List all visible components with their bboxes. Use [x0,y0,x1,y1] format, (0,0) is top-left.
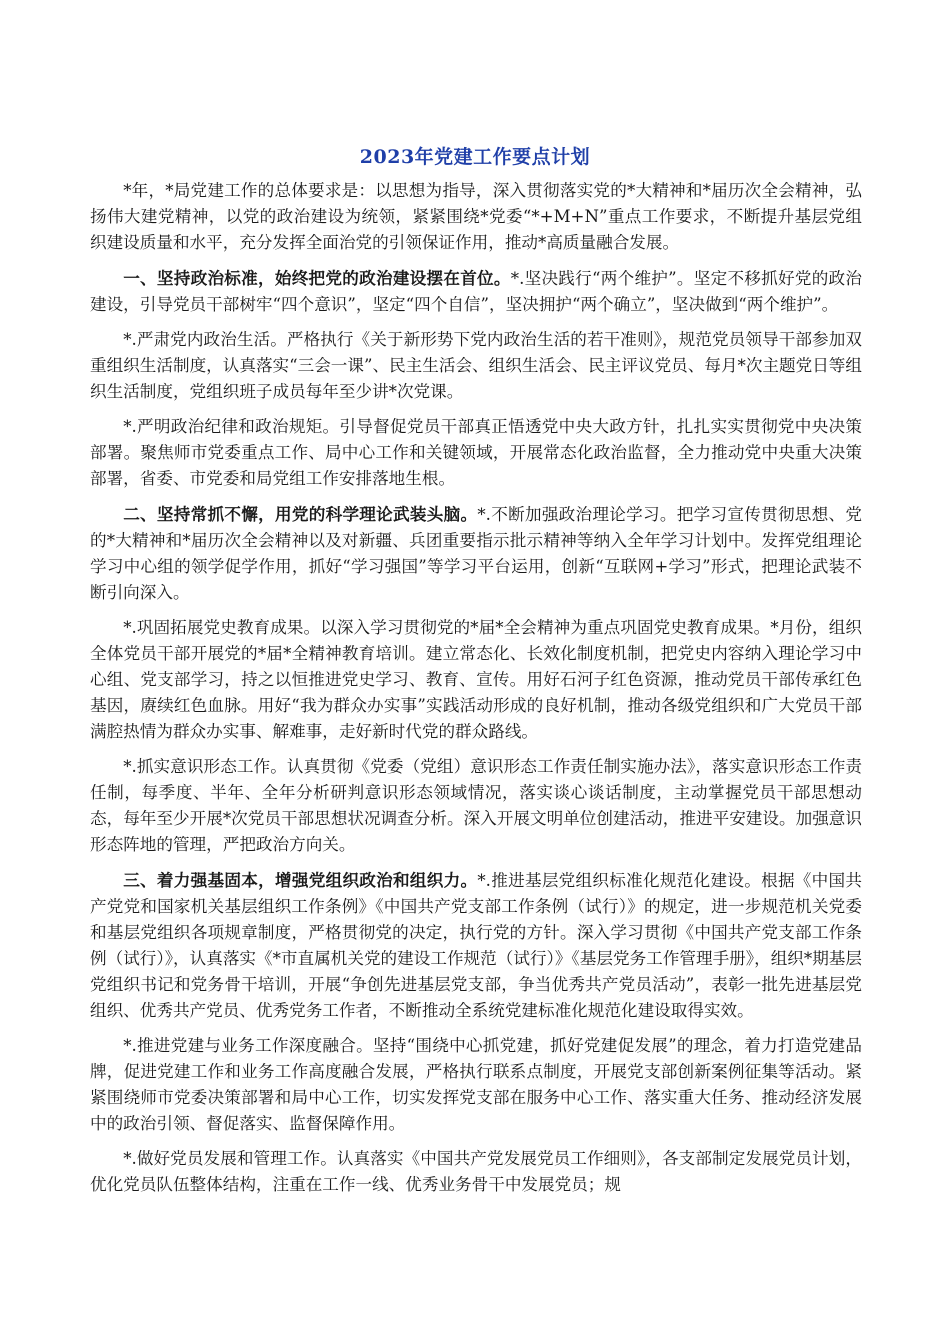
paragraph-text: *.严肃党内政治生活。严格执行《关于新形势下党内政治生活的若干准则》，规范党员领导干部参加双重组织生活制度，认真落实“三会一课”、民主生活会、组织生活会、民主评议党员、每月*次主题党日等组织生活制度，党组织班子成员每年至少讲*次党课。 [90,330,862,401]
paragraph-text: *年，*局党建工作的总体要求是：以思想为指导，深入贯彻落实党的*大精神和*届历次全会精神，弘扬伟大建党精神，以党的政治建设为统领，紧紧围绕*党委“*+M+N”重点工作要求，不断提升基层党组织建设质量和水平，充分发挥全面治党的引领保证作用，推动*高质量融合发展。 [90,181,862,252]
section-heading: 二、坚持常抓不懈，用党的科学理论武装头脑。 [123,504,478,524]
paragraph [90,178,862,256]
paragraph-text: *.巩固拓展党史教育成果。以深入学习贯彻党的*届*全会精神为重点巩固党史教育成果。*月份，组织全体党员干部开展党的*届*全精神教育培训。建立常态化、长效化制度机制，把党史内容纳入理论学习中心组、党支部学习，持之以恒推进党史学习、教育、宣传。用好石河子红色资源，推动党员干部传承红色基因，赓续红色血脉。用好“我为群众办实事”实践活动形成的良好机制，推动各级党组织和广大党员干部满腔热情为群众办实事、解难事，走好新时代党的群众路线。 [90,618,862,741]
section-heading: 一、坚持政治标准，始终把党的政治建设摆在首位。 [123,268,511,288]
paragraph [90,754,862,858]
paragraph-text: *.不断加强政治理论学习。把学习宣传贯彻思想、党的*大精神和*届历次全会精神以及对新疆、兵团重要指示批示精神等纳入全年学习计划中。发挥党组理论学习中心组的领学促学作用，抓好“学习强国”等学习平台运用，创新“互联网+学习”形式，把理论武装不断引向深入。 [90,505,862,602]
paragraph [90,265,862,318]
paragraph [90,501,862,606]
document-title: 2023年党建工作要点计划 [359,146,591,168]
paragraph-text: *.推进基层党组织标准化规范化建设。根据《中国共产党党和国家机关基层组织工作条例》《中国共产党支部工作条例（试行）》的规定，进一步规范机关党委和基层党组织各项规章制度，严格贯彻党的决定，执行党的方针。深入学习贯彻《中国共产党支部工作条例（试行）》，认真落实《*市直属机关党的建设工作规范（试行）》《基层党务工作管理手册》，组织*期基层党组织书记和党务骨干培训，开展“争创先进基层党支部，争当优秀共产党员活动”，表彰一批先进基层党组织、优秀共产党员、优秀党务工作者，不断推动全系统党建标准化规范化建设取得实效。 [90,871,862,1020]
paragraph [90,1146,862,1198]
paragraph-text: *.严明政治纪律和政治规矩。引导督促党员干部真正悟透党中央大政方针，扎扎实实贯彻党中央决策部署。聚焦师市党委重点工作、局中心工作和关键领域，开展常态化政治监督，全力推动党中央重大决策部署，省委、市党委和局党组工作安排落地生根。 [90,417,862,488]
paragraph [90,867,862,1024]
paragraph [90,615,862,745]
document-body [90,178,862,1207]
section-heading: 三、着力强基固本，增强党组织政治和组织力。 [123,870,478,890]
paragraph [90,327,862,405]
paragraph-text: *.做好党员发展和管理工作。认真落实《中国共产党发展党员工作细则》，各支部制定发展党员计划，优化党员队伍整体结构，注重在工作一线、优秀业务骨干中发展党员；规 [90,1149,862,1194]
paragraph [90,1033,862,1137]
paragraph-text: *.坚决践行“两个维护”。坚定不移抓好党的政治建设，引导党员干部树牢“四个意识”，坚定“四个自信”，坚决拥护“两个确立”，坚决做到“两个维护”。 [90,269,862,314]
paragraph [90,414,862,492]
paragraph-text: *.推进党建与业务工作深度融合。坚持“围绕中心抓党建，抓好党建促发展”的理念，着力打造党建品牌，促进党建工作和业务工作高度融合发展，严格执行联系点制度，开展党支部创新案例征集等活动。紧紧围绕师市党委决策部署和局中心工作，切实发挥党支部在服务中心工作、落实重大任务、推动经济发展中的政治引领、督促落实、监督保障作用。 [90,1036,862,1133]
paragraph-text: *.抓实意识形态工作。认真贯彻《党委（党组）意识形态工作责任制实施办法》，落实意识形态工作责任制，每季度、半年、全年分析研判意识形态领域情况，落实谈心谈话制度，主动掌握党员干部思想动态，每年至少开展*次党员干部思想状况调查分析。深入开展文明单位创建活动，推进平安建设。加强意识形态阵地的管理，严把政治方向关。 [90,757,862,854]
